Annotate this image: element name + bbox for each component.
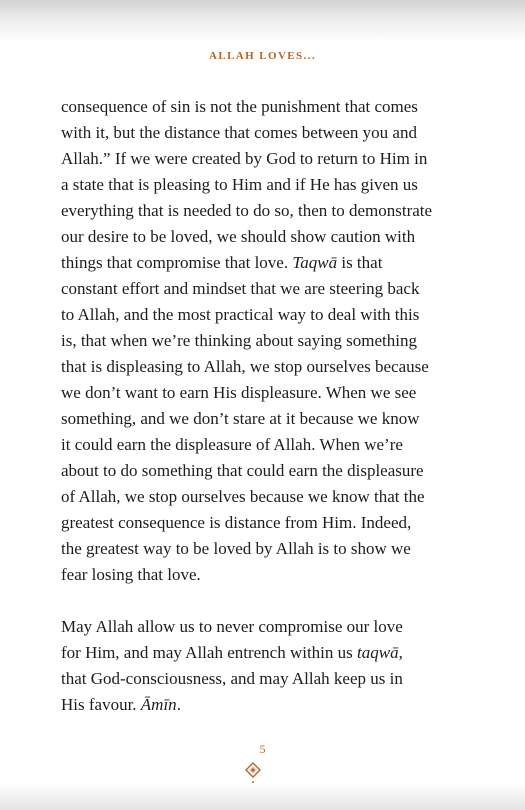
text-line xyxy=(61,692,461,718)
text-line: a state that is pleasing to Him and if He has given us xyxy=(61,175,418,194)
text-line: it could earn the displeasure of Allah. When we’re xyxy=(61,435,403,454)
paragraph-gap xyxy=(61,588,461,614)
running-header: ALLAH LOVES... xyxy=(208,50,316,62)
text-line: to Allah, and the most practical way to deal with this xyxy=(61,305,420,324)
text-line: that is displeasing to Allah, we stop ourselves because xyxy=(61,357,429,376)
text-line: we don’t want to earn His displeasure. When we see xyxy=(61,383,417,402)
text-line: the greatest way to be loved by Allah is to show we xyxy=(61,539,411,558)
text-line: that God-consciousness, and may Allah keep us in xyxy=(61,669,403,688)
text-line: something, and we don’t stare at it because we know xyxy=(61,409,420,428)
bottom-page-shadow xyxy=(0,784,525,810)
text-segment: . xyxy=(176,695,181,714)
paragraph-1 xyxy=(61,94,461,588)
paragraph-2 xyxy=(61,614,461,718)
text-segment: things that compromise that love. xyxy=(61,253,293,272)
text-line: is, that when we’re thinking about saying something xyxy=(61,331,417,350)
top-page-shadow xyxy=(0,0,525,42)
text-line: fear losing that love. xyxy=(61,565,201,584)
text-line xyxy=(61,250,461,276)
text-line: Allah.” If we were created by God to return to Him in xyxy=(61,149,428,168)
text-line xyxy=(61,640,461,666)
text-line: May Allah allow us to never compromise our love xyxy=(61,617,403,636)
text-segment: is that xyxy=(337,253,383,272)
italic-term: taqwā xyxy=(357,643,399,662)
text-line: greatest consequence is distance from Him. Indeed, xyxy=(61,513,412,532)
text-line: consequence of sin is not the punishment that comes xyxy=(61,97,418,116)
italic-term: Taqwā xyxy=(292,253,338,272)
text-line: our desire to be loved, we should show caution with xyxy=(61,227,416,246)
text-line: with it, but the distance that comes between you and xyxy=(61,123,417,142)
text-line: constant effort and mindset that we are steering back xyxy=(61,279,420,298)
italic-term: Āmīn xyxy=(140,695,177,714)
text-segment: , xyxy=(398,643,403,662)
body-text xyxy=(61,94,461,718)
text-line: about to do something that could earn the displeasure xyxy=(61,461,424,480)
text-line: of Allah, we stop ourselves because we know that the xyxy=(61,487,425,506)
text-line: everything that is needed to do so, then to demonstrate xyxy=(61,201,433,220)
text-segment: His favour. xyxy=(61,695,141,714)
page-number: 5 xyxy=(259,742,266,756)
text-segment: for Him, and may Allah entrench within us xyxy=(61,643,358,662)
